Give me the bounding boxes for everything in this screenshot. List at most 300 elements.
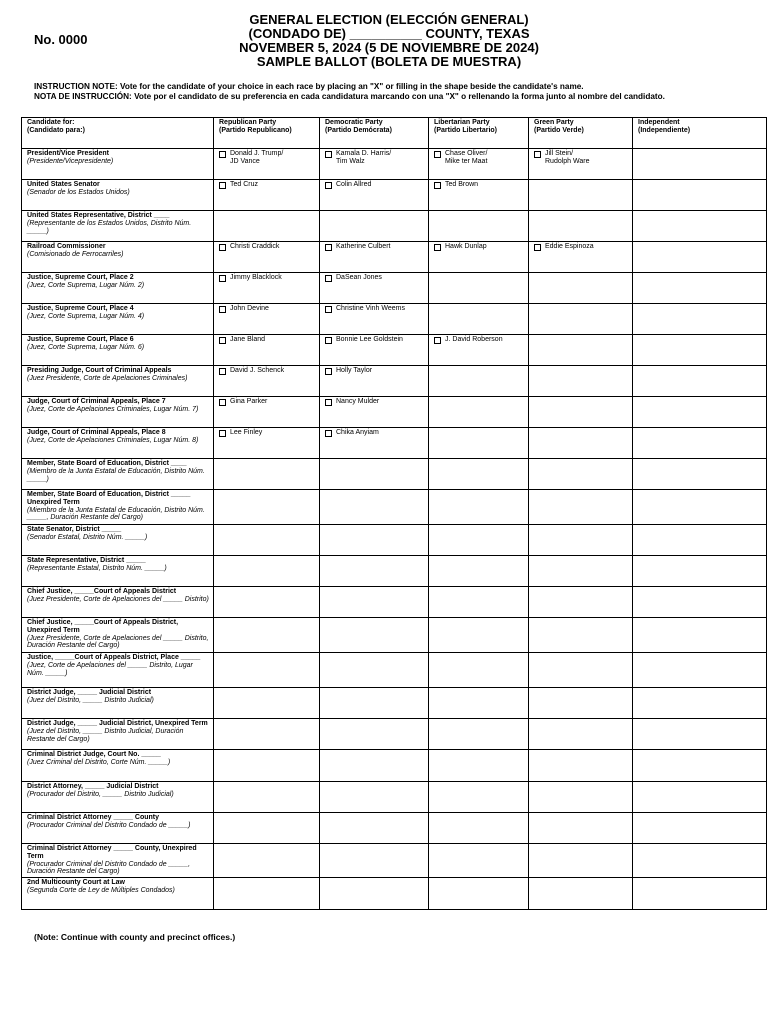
candidate-cell — [529, 878, 633, 910]
candidate-cell[interactable] — [214, 335, 320, 366]
vote-checkbox[interactable] — [325, 399, 332, 406]
ballot-table — [21, 117, 767, 910]
office-name-spanish: (Procurador del Distrito, _____ Distrito Judicial) — [27, 790, 174, 798]
column-header-name: Republican Party — [219, 119, 277, 126]
race-row — [22, 242, 767, 273]
candidate-name: Holly Taylor — [336, 367, 373, 374]
candidate-cell — [529, 459, 633, 490]
candidate-name: Lee Finley — [230, 429, 263, 436]
header-county: (CONDADO DE) __________ COUNTY, TEXAS — [248, 26, 530, 41]
candidate-option[interactable] — [219, 305, 315, 313]
candidate-cell — [429, 782, 529, 813]
candidate-cell — [214, 688, 320, 719]
candidate-names — [445, 150, 487, 166]
vote-checkbox[interactable] — [325, 182, 332, 189]
candidate-cell — [633, 366, 767, 397]
vote-checkbox[interactable] — [325, 306, 332, 313]
candidate-cell — [429, 211, 529, 242]
candidate-cell[interactable] — [214, 273, 320, 304]
candidate-cell — [214, 211, 320, 242]
candidate-cell — [214, 782, 320, 813]
candidate-cell — [429, 750, 529, 782]
vote-checkbox[interactable] — [325, 430, 332, 437]
candidate-option[interactable] — [534, 150, 628, 166]
office-name-spanish: (Juez del Distrito, _____ Distrito Judicial, Duración Restante del Cargo) — [27, 727, 184, 743]
office-cell — [22, 397, 214, 428]
candidate-cell — [320, 525, 429, 556]
candidate-names — [230, 367, 284, 375]
column-header-sub: (Candidato para:) — [27, 126, 85, 134]
office-cell — [22, 304, 214, 335]
candidate-name: Jill Stein/ — [545, 150, 574, 157]
candidate-cell — [633, 688, 767, 719]
candidate-name: Jimmy Blacklock — [230, 274, 282, 281]
candidate-cell[interactable] — [320, 273, 429, 304]
header-date: NOVEMBER 5, 2024 (5 DE NOVIEMBRE DE 2024) — [239, 40, 539, 55]
office-name-spanish: (Juez, Corte Suprema, Lugar Núm. 2) — [27, 281, 145, 289]
candidate-cell — [429, 653, 529, 688]
candidate-cell — [529, 273, 633, 304]
footer-note: (Note: Continue with county and precinct offices.) — [34, 932, 236, 942]
candidate-cell — [529, 304, 633, 335]
candidate-cell — [320, 490, 429, 525]
candidate-cell[interactable] — [320, 428, 429, 459]
candidate-option[interactable] — [219, 398, 315, 406]
candidate-cell — [633, 397, 767, 428]
candidate-cell[interactable] — [214, 428, 320, 459]
office-name: Presiding Judge, Court of Criminal Appeals — [27, 367, 172, 374]
office-name: United States Representative, District ____ — [27, 212, 170, 219]
vote-checkbox[interactable] — [325, 151, 332, 158]
candidate-cell — [214, 719, 320, 750]
office-name: 2nd Multicounty Court at Law — [27, 879, 125, 886]
candidate-cell — [429, 428, 529, 459]
candidate-cell — [529, 587, 633, 618]
race-row — [22, 719, 767, 750]
candidate-cell — [429, 490, 529, 525]
candidate-name: Kamala D. Harris/ — [336, 150, 392, 157]
office-name: Justice, Supreme Court, Place 4 — [27, 305, 134, 312]
vote-checkbox[interactable] — [534, 151, 541, 158]
candidate-cell — [429, 813, 529, 844]
candidate-cell — [214, 490, 320, 525]
candidate-names — [230, 150, 283, 166]
vote-checkbox[interactable] — [325, 244, 332, 251]
candidate-cell — [633, 844, 767, 878]
candidate-name: Donald J. Trump/ — [230, 150, 284, 157]
ballot-header — [150, 13, 628, 69]
candidate-cell — [529, 428, 633, 459]
candidate-cell — [529, 490, 633, 525]
race-row — [22, 335, 767, 366]
candidate-option[interactable] — [219, 243, 315, 251]
candidate-option[interactable] — [325, 336, 424, 344]
candidate-cell — [529, 719, 633, 750]
office-name-spanish: (Juez del Distrito, _____ Distrito Judicial) — [27, 696, 154, 704]
office-name: Criminal District Judge, Court No. _____ — [27, 751, 161, 758]
candidate-cell — [633, 149, 767, 180]
candidate-names — [230, 243, 279, 251]
candidate-cell — [320, 618, 429, 653]
office-name: Justice, Supreme Court, Place 2 — [27, 274, 134, 281]
office-cell — [22, 844, 214, 878]
candidate-cell — [320, 782, 429, 813]
office-cell — [22, 366, 214, 397]
candidate-name: DaSean Jones — [336, 274, 382, 281]
candidate-option[interactable] — [325, 429, 424, 437]
vote-checkbox[interactable] — [434, 151, 441, 158]
candidate-cell — [214, 750, 320, 782]
office-name-spanish: (Presidente/Vicepresidente) — [27, 157, 114, 165]
column-header — [214, 118, 320, 149]
vote-checkbox[interactable] — [219, 151, 226, 158]
candidate-cell — [633, 242, 767, 273]
candidate-name: Ted Brown — [445, 181, 479, 188]
candidate-names — [336, 429, 379, 437]
office-name: President/Vice President — [27, 150, 109, 157]
candidate-name: Mike ter Maat — [445, 157, 488, 165]
office-name: Railroad Commissioner — [27, 243, 106, 250]
office-name-spanish: (Procurador Criminal del Distrito Condado de _____, Duración Restante del Cargo) — [27, 860, 191, 876]
office-name: District Judge, _____ Judicial District — [27, 689, 152, 696]
candidate-cell — [633, 335, 767, 366]
race-row — [22, 490, 767, 525]
candidate-name: Chika Anyiam — [336, 429, 379, 436]
candidate-cell — [320, 653, 429, 688]
candidate-cell — [633, 813, 767, 844]
vote-checkbox[interactable] — [325, 337, 332, 344]
office-name-spanish: (Comisionado de Ferrocarriles) — [27, 250, 124, 258]
office-name-spanish: (Senador Estatal, Distrito Núm. _____) — [27, 533, 148, 541]
candidate-cell — [429, 844, 529, 878]
candidate-names — [336, 367, 372, 375]
candidate-cell — [320, 688, 429, 719]
candidate-option[interactable] — [434, 181, 524, 189]
race-row — [22, 782, 767, 813]
column-header — [429, 118, 529, 149]
candidate-cell — [214, 525, 320, 556]
candidate-option[interactable] — [219, 274, 315, 282]
candidate-cell — [633, 878, 767, 910]
candidate-cell — [320, 587, 429, 618]
candidate-name: Hawk Dunlap — [445, 243, 487, 250]
race-row — [22, 618, 767, 653]
candidate-cell — [633, 750, 767, 782]
candidate-cell — [529, 653, 633, 688]
office-cell — [22, 688, 214, 719]
candidate-cell[interactable] — [320, 180, 429, 211]
candidate-cell — [633, 211, 767, 242]
candidate-option[interactable] — [219, 367, 315, 375]
vote-checkbox[interactable] — [219, 244, 226, 251]
office-cell — [22, 273, 214, 304]
candidate-option[interactable] — [325, 367, 424, 375]
candidate-cell[interactable] — [214, 242, 320, 273]
race-row — [22, 211, 767, 242]
candidate-cell — [633, 618, 767, 653]
office-name: District Attorney, _____ Judicial District — [27, 783, 159, 790]
office-cell — [22, 149, 214, 180]
race-row — [22, 397, 767, 428]
vote-checkbox[interactable] — [219, 368, 226, 375]
office-name-spanish: (Juez, Corte de Apelaciones Criminales, Lugar Núm. 8) — [27, 436, 199, 444]
candidate-cell — [429, 459, 529, 490]
candidate-names — [230, 274, 282, 282]
candidate-names — [545, 243, 594, 251]
vote-checkbox[interactable] — [219, 430, 226, 437]
candidate-cell — [214, 587, 320, 618]
candidate-name: JD Vance — [230, 157, 260, 165]
office-name: State Representative, District _____ — [27, 557, 146, 564]
office-cell — [22, 813, 214, 844]
candidate-name: Christi Craddick — [230, 243, 280, 250]
candidate-cell — [429, 618, 529, 653]
candidate-name: Bonnie Lee Goldstein — [336, 336, 403, 343]
candidate-cell — [429, 688, 529, 719]
vote-checkbox[interactable] — [219, 306, 226, 313]
candidate-cell — [429, 304, 529, 335]
vote-checkbox[interactable] — [434, 182, 441, 189]
candidate-names — [336, 243, 390, 251]
race-row — [22, 459, 767, 490]
candidate-cell — [633, 459, 767, 490]
candidate-name: Katherine Culbert — [336, 243, 391, 250]
candidate-cell[interactable] — [429, 149, 529, 180]
candidate-names — [336, 274, 382, 282]
office-name: Member, State Board of Education, District _____ Unexpired Term — [27, 491, 191, 506]
office-name-spanish: (Juez, Corte de Apelaciones Criminales, Lugar Núm. 7) — [27, 405, 199, 413]
candidate-option[interactable] — [219, 181, 315, 189]
candidate-name: David J. Schenck — [230, 367, 285, 374]
candidate-names — [230, 398, 267, 406]
candidate-name: Colin Allred — [336, 181, 372, 188]
office-cell — [22, 335, 214, 366]
candidate-cell — [429, 556, 529, 587]
candidate-cell — [529, 335, 633, 366]
candidate-cell[interactable] — [320, 397, 429, 428]
candidate-cell — [633, 525, 767, 556]
candidate-cell — [529, 211, 633, 242]
office-name: Judge, Court of Criminal Appeals, Place 8 — [27, 429, 166, 436]
vote-checkbox[interactable] — [325, 275, 332, 282]
candidate-cell — [320, 211, 429, 242]
race-row — [22, 304, 767, 335]
candidate-name: Gina Parker — [230, 398, 268, 405]
race-row — [22, 844, 767, 878]
vote-checkbox[interactable] — [434, 244, 441, 251]
candidate-cell[interactable] — [320, 304, 429, 335]
office-name: Justice, _____Court of Appeals District, Place _____ — [27, 654, 201, 661]
race-row — [22, 653, 767, 688]
office-name: Criminal District Attorney _____ County — [27, 814, 159, 821]
candidate-cell[interactable] — [320, 242, 429, 273]
column-header-name: Independent — [638, 119, 680, 126]
candidate-cell — [429, 273, 529, 304]
candidate-option[interactable] — [325, 150, 424, 166]
column-header-sub: (Independiente) — [638, 126, 691, 134]
office-name-spanish: (Representante de los Estados Unidos, Distrito Núm. _____) — [27, 219, 192, 235]
candidate-option[interactable] — [325, 181, 424, 189]
candidate-cell[interactable] — [214, 366, 320, 397]
candidate-cell — [214, 813, 320, 844]
candidate-names — [336, 398, 379, 406]
office-name: State Senator, District _____ — [27, 526, 122, 533]
office-name-spanish: (Miembro de la Junta Estatal de Educación, Distrito Núm. _____) — [27, 467, 205, 483]
office-name-spanish: (Senador de los Estados Unidos) — [27, 188, 130, 196]
candidate-cell[interactable] — [320, 366, 429, 397]
candidate-names — [445, 181, 478, 189]
office-name-spanish: (Miembro de la Junta Estatal de Educación, Distrito Núm. _____, Duración Restante del Cargo) — [27, 506, 205, 522]
candidate-cell — [429, 525, 529, 556]
race-row — [22, 180, 767, 211]
instruction-spanish: NOTA DE INSTRUCCIÓN: Vote por el candidato de su preferencia en cada candidatura marcando con una "X" o rellenando la forma junto al nombre del candidato. — [34, 91, 665, 101]
race-row — [22, 587, 767, 618]
candidate-name: Nancy Mulder — [336, 398, 380, 405]
candidate-option[interactable] — [325, 305, 424, 313]
candidate-names — [336, 336, 403, 344]
candidate-name: Jane Bland — [230, 336, 266, 343]
column-header-sub: (Partido Demócrata) — [325, 126, 392, 134]
candidate-cell — [633, 273, 767, 304]
candidate-cell — [529, 556, 633, 587]
candidate-cell[interactable] — [429, 335, 529, 366]
candidate-cell[interactable] — [214, 180, 320, 211]
candidate-name: Ted Cruz — [230, 181, 259, 188]
candidate-cell — [320, 878, 429, 910]
office-cell — [22, 878, 214, 910]
candidate-cell — [633, 653, 767, 688]
office-name: United States Senator — [27, 181, 100, 188]
office-name: Chief Justice, _____Court of Appeals District — [27, 588, 177, 595]
column-header-name: Democratic Party — [325, 119, 383, 126]
candidate-option[interactable] — [434, 150, 524, 166]
candidate-name: John Devine — [230, 305, 269, 312]
vote-checkbox[interactable] — [534, 244, 541, 251]
office-cell — [22, 782, 214, 813]
candidate-cell — [429, 719, 529, 750]
candidate-cell[interactable] — [214, 397, 320, 428]
vote-checkbox[interactable] — [219, 337, 226, 344]
office-cell — [22, 556, 214, 587]
candidate-cell — [214, 878, 320, 910]
candidate-names — [336, 150, 391, 166]
header-sample: SAMPLE BALLOT (BOLETA DE MUESTRA) — [256, 54, 522, 69]
candidate-name: Christine Vinh Weems — [336, 305, 405, 312]
candidate-option[interactable] — [434, 243, 524, 251]
candidate-cell — [529, 782, 633, 813]
candidate-name: Rudolph Ware — [545, 157, 590, 165]
candidate-cell — [633, 304, 767, 335]
candidate-cell[interactable] — [429, 242, 529, 273]
vote-checkbox[interactable] — [219, 182, 226, 189]
race-row — [22, 556, 767, 587]
candidate-cell[interactable] — [214, 149, 320, 180]
candidate-option[interactable] — [534, 243, 628, 251]
header-title: GENERAL ELECTION (ELECCIÓN GENERAL) — [249, 12, 529, 27]
vote-checkbox[interactable] — [219, 275, 226, 282]
candidate-cell — [429, 366, 529, 397]
column-header-name: Candidate for: — [27, 119, 75, 126]
candidate-cell — [320, 750, 429, 782]
candidate-cell — [214, 618, 320, 653]
candidate-cell — [633, 782, 767, 813]
office-cell — [22, 242, 214, 273]
race-row — [22, 878, 767, 910]
candidate-names — [445, 336, 503, 344]
candidate-cell[interactable] — [320, 335, 429, 366]
candidate-cell — [633, 180, 767, 211]
office-name-spanish: (Juez Presidente, Corte de Apelaciones del _____ Distrito) — [27, 595, 209, 603]
candidate-cell — [214, 556, 320, 587]
race-row — [22, 273, 767, 304]
candidate-name: Chase Oliver/ — [445, 150, 488, 157]
office-name-spanish: (Juez Presidente, Corte de Apelaciones Criminales) — [27, 374, 188, 382]
candidate-cell — [529, 618, 633, 653]
column-header — [22, 118, 214, 149]
office-cell — [22, 428, 214, 459]
candidate-option[interactable] — [325, 243, 424, 251]
candidate-cell[interactable] — [320, 149, 429, 180]
candidate-names — [545, 150, 590, 166]
column-header-name: Libertarian Party — [434, 119, 490, 126]
race-row — [22, 428, 767, 459]
office-name-spanish: (Juez, Corte Suprema, Lugar Núm. 4) — [27, 312, 145, 320]
candidate-cell — [320, 719, 429, 750]
candidate-cell — [529, 366, 633, 397]
candidate-cell — [633, 587, 767, 618]
office-name: Justice, Supreme Court, Place 6 — [27, 336, 134, 343]
candidate-option[interactable] — [219, 150, 315, 166]
candidate-option[interactable] — [219, 336, 315, 344]
column-header-sub: (Partido Libertario) — [434, 126, 498, 134]
candidate-cell — [429, 878, 529, 910]
office-name-spanish: (Procurador Criminal del Distrito Condado de _____) — [27, 821, 191, 829]
candidate-cell — [529, 844, 633, 878]
instruction-english: INSTRUCTION NOTE: Vote for the candidate of your choice in each race by placing an "X" or filling in the shape beside the candidate's name. — [34, 82, 584, 91]
candidate-cell — [320, 844, 429, 878]
candidate-cell[interactable] — [529, 242, 633, 273]
office-name: Chief Justice, _____Court of Appeals District, Unexpired Term — [27, 619, 179, 634]
candidate-cell — [320, 556, 429, 587]
candidate-names — [230, 181, 258, 189]
vote-checkbox[interactable] — [325, 368, 332, 375]
office-name-spanish: (Juez, Corte Suprema, Lugar Núm. 6) — [27, 343, 145, 351]
vote-checkbox[interactable] — [219, 399, 226, 406]
candidate-cell — [529, 750, 633, 782]
race-row — [22, 750, 767, 782]
candidate-option[interactable] — [434, 336, 524, 344]
candidate-names — [230, 429, 262, 437]
candidate-cell — [529, 525, 633, 556]
office-name-spanish: (Representante Estatal, Distrito Núm. _____) — [27, 564, 167, 572]
candidate-names — [445, 243, 487, 251]
candidate-names — [336, 305, 405, 313]
candidate-option[interactable] — [325, 398, 424, 406]
candidate-option[interactable] — [325, 274, 424, 282]
instruction-note — [34, 82, 754, 101]
office-cell — [22, 653, 214, 688]
column-header-sub: (Partido Verde) — [534, 126, 584, 134]
column-header — [633, 118, 767, 149]
race-row — [22, 366, 767, 397]
candidate-cell[interactable] — [529, 149, 633, 180]
office-name-spanish: (Juez Presidente, Corte de Apelaciones del _____ Distrito, Duración Restante del Cargo) — [27, 634, 209, 650]
candidate-option[interactable] — [219, 429, 315, 437]
candidate-cell[interactable] — [429, 180, 529, 211]
office-name-spanish: (Juez Criminal del Distrito, Corte Núm. _____) — [27, 758, 171, 766]
vote-checkbox[interactable] — [434, 337, 441, 344]
candidate-cell[interactable] — [214, 304, 320, 335]
